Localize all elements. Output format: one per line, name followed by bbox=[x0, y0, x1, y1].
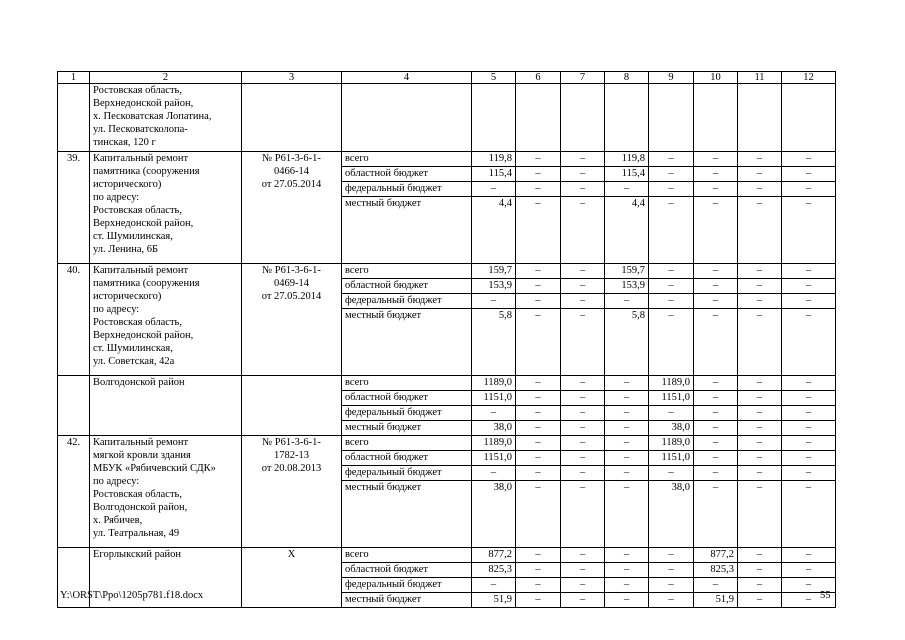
value-cell: – bbox=[782, 421, 836, 436]
value-cell: – bbox=[516, 436, 561, 451]
value-cell: – bbox=[516, 167, 561, 182]
value-cell: – bbox=[694, 421, 738, 436]
value-cell: – bbox=[694, 167, 738, 182]
value-cell: – bbox=[738, 563, 782, 578]
value-cell: – bbox=[605, 294, 649, 309]
value-cell: – bbox=[516, 578, 561, 593]
value-cell: – bbox=[738, 578, 782, 593]
object-name-cell: Капитальный ремонт мягкой кровли здания МБУК «Рябичевский СДК» по адресу: Ростовская область, Волгодонской район, х. Рябичев, ул. Театральная, 49 bbox=[90, 436, 242, 548]
value-cell: – bbox=[516, 391, 561, 406]
column-number: 10 bbox=[694, 72, 738, 84]
budget-label-cell: всего bbox=[342, 152, 472, 167]
value-cell: – bbox=[605, 548, 649, 563]
object-name-cell: Капитальный ремонт памятника (сооружения исторического) по адресу: Ростовская область, Верхнедонской район, ст. Шумилинская, ул. Ленина, 6Б bbox=[90, 152, 242, 264]
value-cell: – bbox=[605, 376, 649, 391]
value-cell: – bbox=[738, 167, 782, 182]
value-cell bbox=[472, 84, 516, 152]
value-cell: – bbox=[738, 466, 782, 481]
value-cell: 159,7 bbox=[472, 264, 516, 279]
value-cell: – bbox=[605, 563, 649, 578]
value-cell: – bbox=[605, 182, 649, 197]
value-cell: – bbox=[694, 376, 738, 391]
value-cell: – bbox=[694, 391, 738, 406]
page-number: 55 bbox=[820, 590, 831, 601]
value-cell: 38,0 bbox=[649, 421, 694, 436]
value-cell: – bbox=[649, 294, 694, 309]
value-cell: – bbox=[738, 481, 782, 548]
row-number-cell: 42. bbox=[58, 436, 90, 548]
value-cell: – bbox=[694, 197, 738, 264]
value-cell: – bbox=[782, 182, 836, 197]
value-cell: – bbox=[605, 578, 649, 593]
value-cell: – bbox=[561, 167, 605, 182]
value-cell: – bbox=[738, 548, 782, 563]
budget-label-cell: всего bbox=[342, 436, 472, 451]
budget-label-cell: местный бюджет bbox=[342, 593, 472, 608]
budget-label-cell: областной бюджет bbox=[342, 167, 472, 182]
value-cell: – bbox=[649, 152, 694, 167]
value-cell: – bbox=[561, 593, 605, 608]
value-cell: – bbox=[694, 451, 738, 466]
value-cell: – bbox=[649, 309, 694, 376]
value-cell: – bbox=[605, 481, 649, 548]
document-cell bbox=[242, 376, 342, 436]
value-cell: – bbox=[516, 182, 561, 197]
value-cell: 159,7 bbox=[605, 264, 649, 279]
budget-label-cell: всего bbox=[342, 548, 472, 563]
value-cell: – bbox=[472, 294, 516, 309]
budget-label-cell: областной бюджет bbox=[342, 279, 472, 294]
column-number: 8 bbox=[605, 72, 649, 84]
value-cell: – bbox=[516, 466, 561, 481]
value-cell: – bbox=[516, 309, 561, 376]
value-cell: – bbox=[561, 294, 605, 309]
value-cell: 877,2 bbox=[472, 548, 516, 563]
value-cell: – bbox=[738, 451, 782, 466]
value-cell: – bbox=[694, 406, 738, 421]
value-cell: – bbox=[561, 391, 605, 406]
header-row bbox=[58, 72, 836, 84]
value-cell: – bbox=[694, 294, 738, 309]
value-cell: – bbox=[649, 279, 694, 294]
value-cell: 1151,0 bbox=[649, 451, 694, 466]
value-cell: – bbox=[649, 167, 694, 182]
value-cell: – bbox=[649, 578, 694, 593]
value-cell: – bbox=[561, 309, 605, 376]
column-number: 9 bbox=[649, 72, 694, 84]
value-cell: – bbox=[516, 563, 561, 578]
value-cell: – bbox=[605, 593, 649, 608]
value-cell: 5,8 bbox=[472, 309, 516, 376]
value-cell: – bbox=[782, 167, 836, 182]
budget-label-cell: федеральный бюджет bbox=[342, 578, 472, 593]
value-cell: 1189,0 bbox=[649, 436, 694, 451]
value-cell: 1151,0 bbox=[472, 451, 516, 466]
value-cell: – bbox=[782, 264, 836, 279]
value-cell: – bbox=[782, 451, 836, 466]
value-cell: 115,4 bbox=[472, 167, 516, 182]
value-cell: 1189,0 bbox=[472, 376, 516, 391]
value-cell: – bbox=[738, 593, 782, 608]
value-cell: 51,9 bbox=[472, 593, 516, 608]
value-cell: 115,4 bbox=[605, 167, 649, 182]
value-cell: – bbox=[782, 279, 836, 294]
value-cell: – bbox=[649, 182, 694, 197]
value-cell: – bbox=[472, 578, 516, 593]
value-cell: – bbox=[516, 421, 561, 436]
value-cell: – bbox=[649, 466, 694, 481]
value-cell: – bbox=[782, 481, 836, 548]
table-row bbox=[58, 376, 836, 391]
value-cell: – bbox=[782, 563, 836, 578]
value-cell: – bbox=[472, 466, 516, 481]
value-cell: 153,9 bbox=[605, 279, 649, 294]
value-cell: – bbox=[694, 436, 738, 451]
row-number-cell bbox=[58, 376, 90, 436]
object-name-cell: Волгодонской район bbox=[90, 376, 242, 436]
budget-label-cell: федеральный бюджет bbox=[342, 182, 472, 197]
value-cell: – bbox=[561, 466, 605, 481]
value-cell: – bbox=[516, 406, 561, 421]
value-cell: – bbox=[561, 197, 605, 264]
value-cell: 51,9 bbox=[694, 593, 738, 608]
column-number: 1 bbox=[58, 72, 90, 84]
value-cell: – bbox=[782, 152, 836, 167]
value-cell: – bbox=[782, 548, 836, 563]
value-cell bbox=[342, 84, 472, 152]
budget-label-cell: федеральный бюджет bbox=[342, 466, 472, 481]
value-cell: – bbox=[605, 436, 649, 451]
value-cell bbox=[649, 84, 694, 152]
value-cell bbox=[242, 84, 342, 152]
value-cell: 825,3 bbox=[694, 563, 738, 578]
value-cell: 153,9 bbox=[472, 279, 516, 294]
object-name-cell: Ростовская область, Верхнедонской район, х. Песковатская Лопатина, ул. Песковатсколопа- тинская, 120 г bbox=[90, 84, 242, 152]
value-cell: – bbox=[738, 152, 782, 167]
value-cell: – bbox=[472, 406, 516, 421]
value-cell: – bbox=[782, 466, 836, 481]
value-cell: 1151,0 bbox=[649, 391, 694, 406]
budget-label-cell: областной бюджет bbox=[342, 563, 472, 578]
value-cell: – bbox=[738, 391, 782, 406]
document-cell: № Р61-3-6-1- 1782-13 от 20.08.2013 bbox=[242, 436, 342, 548]
budget-label-cell: местный бюджет bbox=[342, 309, 472, 376]
value-cell: – bbox=[561, 578, 605, 593]
value-cell: – bbox=[561, 563, 605, 578]
value-cell: – bbox=[516, 548, 561, 563]
value-cell: – bbox=[694, 152, 738, 167]
value-cell bbox=[516, 84, 561, 152]
value-cell: – bbox=[782, 376, 836, 391]
value-cell: 4,4 bbox=[472, 197, 516, 264]
value-cell: – bbox=[561, 421, 605, 436]
value-cell: – bbox=[649, 197, 694, 264]
row-number-cell bbox=[58, 84, 90, 152]
value-cell: – bbox=[605, 406, 649, 421]
value-cell: – bbox=[561, 451, 605, 466]
value-cell: – bbox=[649, 593, 694, 608]
value-cell: – bbox=[738, 197, 782, 264]
value-cell: – bbox=[694, 309, 738, 376]
value-cell: – bbox=[605, 391, 649, 406]
value-cell: – bbox=[561, 548, 605, 563]
budget-label-cell: областной бюджет bbox=[342, 391, 472, 406]
value-cell: – bbox=[561, 279, 605, 294]
budget-label-cell: местный бюджет bbox=[342, 421, 472, 436]
table-row bbox=[58, 152, 836, 167]
value-cell: – bbox=[694, 466, 738, 481]
row-number-cell: 40. bbox=[58, 264, 90, 376]
value-cell: – bbox=[694, 264, 738, 279]
value-cell: – bbox=[782, 593, 836, 608]
budget-label-cell: всего bbox=[342, 376, 472, 391]
value-cell: 825,3 bbox=[472, 563, 516, 578]
value-cell: – bbox=[605, 421, 649, 436]
budget-label-cell: всего bbox=[342, 264, 472, 279]
budget-label-cell: федеральный бюджет bbox=[342, 294, 472, 309]
row-number-cell: 39. bbox=[58, 152, 90, 264]
budget-label-cell: местный бюджет bbox=[342, 481, 472, 548]
value-cell: 38,0 bbox=[472, 421, 516, 436]
value-cell: – bbox=[738, 264, 782, 279]
value-cell: – bbox=[738, 294, 782, 309]
value-cell: – bbox=[738, 182, 782, 197]
value-cell: – bbox=[738, 376, 782, 391]
value-cell: – bbox=[782, 436, 836, 451]
value-cell: – bbox=[782, 309, 836, 376]
budget-label-cell: федеральный бюджет bbox=[342, 406, 472, 421]
value-cell bbox=[694, 84, 738, 152]
value-cell: 119,8 bbox=[472, 152, 516, 167]
value-cell: – bbox=[561, 436, 605, 451]
document-cell: № Р61-3-6-1- 0466-14 от 27.05.2014 bbox=[242, 152, 342, 264]
value-cell: – bbox=[516, 279, 561, 294]
file-path: Y:\ORST\Ppo\1205p781.f18.docx bbox=[60, 590, 204, 601]
document-cell: № Р61-3-6-1- 0469-14 от 27.05.2014 bbox=[242, 264, 342, 376]
budget-label-cell: местный бюджет bbox=[342, 197, 472, 264]
value-cell bbox=[605, 84, 649, 152]
column-number: 5 bbox=[472, 72, 516, 84]
value-cell: 1151,0 bbox=[472, 391, 516, 406]
column-number: 12 bbox=[782, 72, 836, 84]
table-row bbox=[58, 548, 836, 563]
value-cell bbox=[738, 84, 782, 152]
object-name-cell: Капитальный ремонт памятника (сооружения исторического) по адресу: Ростовская область, Верхнедонской район, ст. Шумилинская, ул. Советская, 42а bbox=[90, 264, 242, 376]
table-row bbox=[58, 84, 836, 152]
value-cell: – bbox=[649, 563, 694, 578]
value-cell: – bbox=[516, 152, 561, 167]
value-cell bbox=[561, 84, 605, 152]
value-cell: – bbox=[738, 421, 782, 436]
value-cell: – bbox=[694, 481, 738, 548]
value-cell: – bbox=[605, 466, 649, 481]
object-name-cell: Егорлыкский район bbox=[90, 548, 242, 608]
value-cell: – bbox=[516, 294, 561, 309]
value-cell: 119,8 bbox=[605, 152, 649, 167]
value-cell: – bbox=[782, 406, 836, 421]
budget-label-cell: областной бюджет bbox=[342, 451, 472, 466]
value-cell: – bbox=[516, 481, 561, 548]
value-cell: – bbox=[738, 309, 782, 376]
value-cell: – bbox=[738, 436, 782, 451]
column-number: 3 bbox=[242, 72, 342, 84]
value-cell: – bbox=[516, 376, 561, 391]
value-cell: – bbox=[782, 197, 836, 264]
column-number: 2 bbox=[90, 72, 242, 84]
column-number: 7 bbox=[561, 72, 605, 84]
column-number: 11 bbox=[738, 72, 782, 84]
value-cell: – bbox=[738, 279, 782, 294]
value-cell: – bbox=[649, 406, 694, 421]
value-cell: 38,0 bbox=[472, 481, 516, 548]
value-cell: – bbox=[561, 406, 605, 421]
value-cell: – bbox=[694, 578, 738, 593]
value-cell: 38,0 bbox=[649, 481, 694, 548]
value-cell: – bbox=[782, 578, 836, 593]
value-cell: – bbox=[516, 197, 561, 264]
value-cell: 1189,0 bbox=[472, 436, 516, 451]
value-cell: – bbox=[782, 294, 836, 309]
column-number: 4 bbox=[342, 72, 472, 84]
value-cell: – bbox=[516, 593, 561, 608]
value-cell: – bbox=[516, 264, 561, 279]
value-cell: – bbox=[694, 279, 738, 294]
column-number: 6 bbox=[516, 72, 561, 84]
table-row bbox=[58, 436, 836, 451]
value-cell: – bbox=[561, 481, 605, 548]
table-row bbox=[58, 264, 836, 279]
value-cell: – bbox=[694, 182, 738, 197]
value-cell: – bbox=[472, 182, 516, 197]
value-cell: – bbox=[782, 391, 836, 406]
value-cell: 877,2 bbox=[694, 548, 738, 563]
budget-table bbox=[57, 71, 836, 608]
value-cell: – bbox=[649, 264, 694, 279]
value-cell: 1189,0 bbox=[649, 376, 694, 391]
value-cell bbox=[782, 84, 836, 152]
value-cell: – bbox=[561, 264, 605, 279]
value-cell: – bbox=[561, 152, 605, 167]
value-cell: 4,4 bbox=[605, 197, 649, 264]
value-cell: – bbox=[738, 406, 782, 421]
value-cell: – bbox=[561, 182, 605, 197]
value-cell: 5,8 bbox=[605, 309, 649, 376]
value-cell: – bbox=[516, 451, 561, 466]
value-cell: – bbox=[649, 548, 694, 563]
value-cell: – bbox=[561, 376, 605, 391]
value-cell: – bbox=[605, 451, 649, 466]
document-cell: Х bbox=[242, 548, 342, 608]
